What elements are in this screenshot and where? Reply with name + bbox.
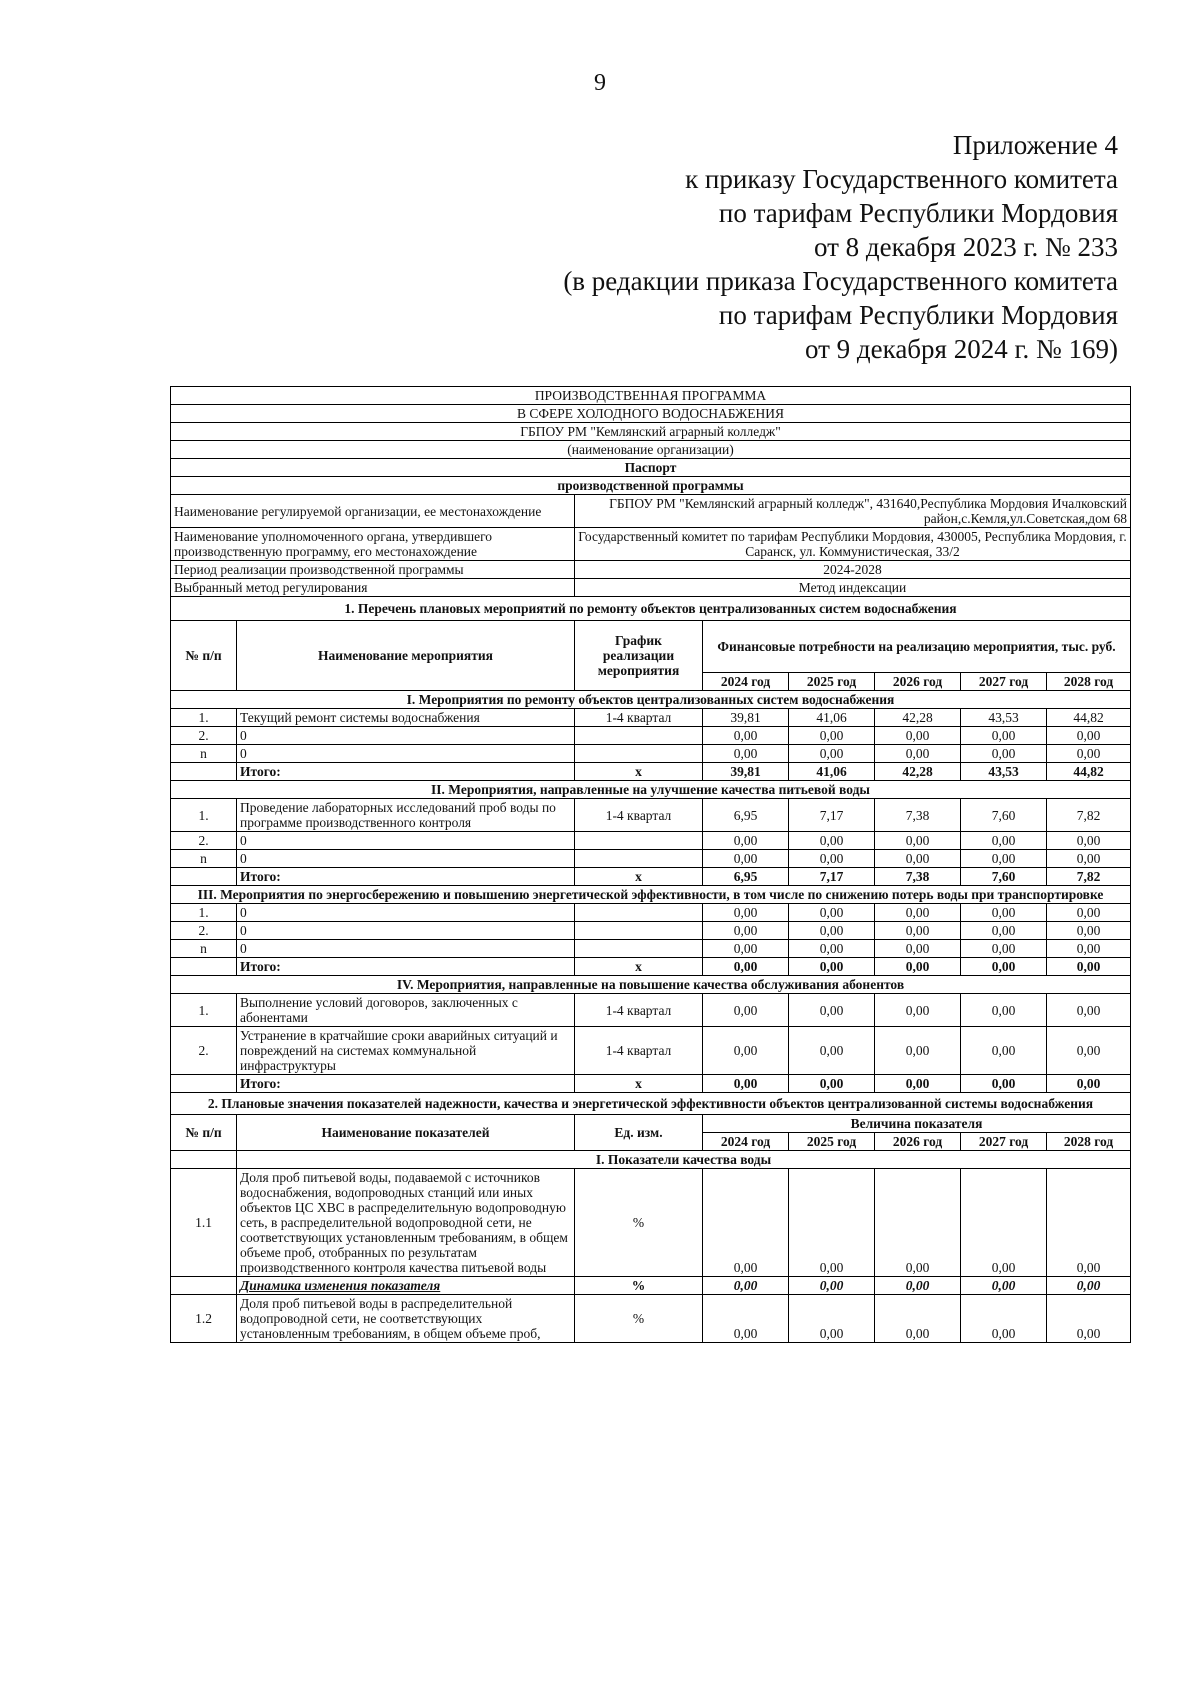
table-row [171,940,1131,958]
program-title: ПРОИЗВОДСТВЕННАЯ ПРОГРАММА [171,387,1131,405]
row-value: 0,00 [961,727,1047,745]
row-value: 0,00 [875,994,961,1027]
total-row [171,868,1131,886]
row-num: 1. [171,799,237,832]
total-schedule: x [575,958,703,976]
total-value: 0,00 [875,1075,961,1093]
row-schedule [575,940,703,958]
group-4-title: IV. Мероприятия, направленные на повышение качества обслуживания абонентов [171,976,1131,994]
row-value: 0,00 [789,940,875,958]
total-value: 0,00 [703,1075,789,1093]
year-header: 2027 год [961,1133,1047,1151]
production-program-table [170,386,1131,1343]
dynamics-row [171,1277,1131,1295]
col-header-value: Величина показателя [703,1115,1131,1133]
total-value: 39,81 [703,763,789,781]
year-header: 2024 год [703,673,789,691]
passport-label: Период реализации производственной программы [171,561,575,579]
row-value: 0,00 [1047,832,1131,850]
indicator-unit: % [575,1169,703,1277]
program-subtitle: В СФЕРЕ ХОЛОДНОГО ВОДОСНАБЖЕНИЯ [171,405,1131,423]
table-row [171,922,1131,940]
page-number: 9 [594,70,606,96]
total-value: 7,82 [1047,868,1131,886]
row-value: 0,00 [961,1027,1047,1075]
indicator-name: Доля проб питьевой воды, подаваемой с источников водоснабжения, водопроводных станций или иных объектов ЦС ХВС в распределительную водопроводную сеть, в распределительной водопроводной сети, не соответствующих установленным требованиям, в общем объеме проб, отобранных по результатам производственного контроля качества питьевой воды [237,1169,575,1277]
row-num: n [171,940,237,958]
row-value: 0,00 [703,1027,789,1075]
row-name: 0 [237,727,575,745]
row-value: 0,00 [875,904,961,922]
row-value: 0,00 [703,832,789,850]
col-header-num: № п/п [171,621,237,691]
row-value: 0,00 [875,940,961,958]
row-value: 7,60 [961,799,1047,832]
total-label: Итого: [237,1075,575,1093]
row-value: 6,95 [703,799,789,832]
row-value: 39,81 [703,709,789,727]
total-value: 0,00 [789,1075,875,1093]
row-schedule [575,832,703,850]
year-header: 2028 год [1047,1133,1131,1151]
row-value: 0,00 [1047,922,1131,940]
group-3-title: III. Мероприятия по энергосбережению и повышению энергетической эффективности, в том числе по снижению потерь воды при транспортировке [171,886,1131,904]
header-line: по тарифам Республики Мордовия [718,300,1118,330]
total-value: 44,82 [1047,763,1131,781]
indicator-name: Доля проб питьевой воды в распределительной водопроводной сети, не соответствующих установленным требованиям, в общем объеме проб, [237,1295,575,1343]
row-num: 1. [171,904,237,922]
row-value: 41,06 [789,709,875,727]
row-name: Текущий ремонт системы водоснабжения [237,709,575,727]
indicator-value: 0,00 [1047,1295,1131,1343]
row-schedule [575,745,703,763]
indicator-unit: % [575,1295,703,1343]
organization-caption: (наименование организации) [171,441,1131,459]
row-name: Выполнение условий договоров, заключенных с абонентами [237,994,575,1027]
row-value: 0,00 [875,850,961,868]
col-header-name: Наименование мероприятия [237,621,575,691]
indicator-num: 1.1 [171,1169,237,1277]
passport-title: Паспорт [171,459,1131,477]
row-num: n [171,850,237,868]
indicator-value: 0,00 [703,1295,789,1343]
row-num: n [171,745,237,763]
row-value: 0,00 [1047,850,1131,868]
total-row [171,1075,1131,1093]
header-line: по тарифам Республики Мордовия [718,198,1118,228]
total-value: 0,00 [961,1075,1047,1093]
total-value: 43,53 [961,763,1047,781]
row-value: 0,00 [1047,745,1131,763]
row-value: 0,00 [703,940,789,958]
indicator-value: 0,00 [961,1295,1047,1343]
header-line: Приложение 4 [952,130,1118,160]
row-value: 44,82 [1047,709,1131,727]
row-schedule: 1-4 квартал [575,994,703,1027]
indicator-value: 0,00 [703,1169,789,1277]
passport-value: 2024-2028 [575,561,1131,579]
row-schedule: 1-4 квартал [575,1027,703,1075]
indicator-row [171,1295,1131,1343]
row-num: 2. [171,832,237,850]
col-header-indicator: Наименование показателей [237,1115,575,1151]
row-name: 0 [237,850,575,868]
row-name: 0 [237,832,575,850]
row-num: 2. [171,727,237,745]
col-header-num: № п/п [171,1115,237,1151]
row-value: 7,38 [875,799,961,832]
dynamics-value: 0,00 [875,1277,961,1295]
row-num: 1. [171,709,237,727]
row-value: 0,00 [703,745,789,763]
dynamics-value: 0,00 [789,1277,875,1295]
row-num: 2. [171,1027,237,1075]
row-value: 0,00 [1047,940,1131,958]
indicator-value: 0,00 [875,1169,961,1277]
row-value: 0,00 [961,904,1047,922]
appendix-header [563,128,1118,366]
row-value: 0,00 [789,745,875,763]
year-header: 2026 год [875,1133,961,1151]
row-value: 0,00 [789,1027,875,1075]
row-value: 0,00 [1047,1027,1131,1075]
col-header-finance: Финансовые потребности на реализацию мероприятия, тыс. руб. [703,621,1131,673]
organization-name: ГБПОУ РМ "Кемлянский аграрный колледж" [171,423,1131,441]
section-2-title: 2. Плановые значения показателей надежности, качества и энергетической эффективности объектов централизованной системы водоснабжения [171,1093,1131,1115]
table-row [171,799,1131,832]
col-header-unit: Ед. изм. [575,1115,703,1151]
total-row [171,763,1131,781]
header-line: от 8 декабря 2023 г. № 233 [813,232,1118,262]
section-1-title: 1. Перечень плановых мероприятий по ремонту объектов централизованных систем водоснабжения [171,597,1131,621]
row-value: 0,00 [703,994,789,1027]
table-row [171,727,1131,745]
row-value: 0,00 [875,922,961,940]
row-value: 0,00 [703,850,789,868]
row-value: 0,00 [875,832,961,850]
passport-label: Наименование регулируемой организации, ее местонахождение [171,495,575,528]
year-header: 2024 год [703,1133,789,1151]
row-value: 0,00 [703,904,789,922]
row-schedule: 1-4 квартал [575,709,703,727]
row-schedule: 1-4 квартал [575,799,703,832]
row-value: 7,17 [789,799,875,832]
row-name: 0 [237,745,575,763]
row-name: Проведение лабораторных исследований проб воды по программе производственного контроля [237,799,575,832]
passport-label: Наименование уполномоченного органа, утвердившего производственную программу, его местонахождение [171,528,575,561]
year-header: 2025 год [789,1133,875,1151]
total-value: 7,60 [961,868,1047,886]
year-header: 2025 год [789,673,875,691]
year-header: 2027 год [961,673,1047,691]
row-schedule [575,727,703,745]
indicator-value: 0,00 [875,1295,961,1343]
table-row [171,745,1131,763]
row-value: 0,00 [1047,727,1131,745]
row-value: 0,00 [875,745,961,763]
indicator-value: 0,00 [961,1169,1047,1277]
total-schedule: x [575,868,703,886]
passport-value: Государственный комитет по тарифам Республики Мордовия, 430005, Республика Мордовия, г. Саранск, ул. Коммунистическая, 33/2 [575,528,1131,561]
indicator-value: 0,00 [1047,1169,1131,1277]
table-row [171,1027,1131,1075]
row-value: 0,00 [789,850,875,868]
passport-value: ГБПОУ РМ "Кемлянский аграрный колледж", 431640,Республика Мордовия Ичалковский район,с.Кемля,ул.Советская,дом 68 [575,495,1131,528]
table-row [171,850,1131,868]
row-schedule [575,904,703,922]
row-num: 2. [171,922,237,940]
row-name: 0 [237,940,575,958]
table-row [171,994,1131,1027]
total-schedule: x [575,1075,703,1093]
total-label: Итого: [237,958,575,976]
row-value: 0,00 [703,727,789,745]
row-value: 0,00 [961,745,1047,763]
row-name: 0 [237,922,575,940]
row-value: 0,00 [789,904,875,922]
total-value: 7,38 [875,868,961,886]
dynamics-value: 0,00 [1047,1277,1131,1295]
row-value: 42,28 [875,709,961,727]
row-name: 0 [237,904,575,922]
row-value: 0,00 [961,940,1047,958]
year-header: 2026 год [875,673,961,691]
total-value: 0,00 [1047,1075,1131,1093]
indicator-num: 1.2 [171,1295,237,1343]
dynamics-value: 0,00 [961,1277,1047,1295]
total-value: 0,00 [875,958,961,976]
table-row [171,904,1131,922]
header-line: от 9 декабря 2024 г. № 169) [804,334,1118,364]
dynamics-unit: % [575,1277,703,1295]
row-name: Устранение в кратчайшие сроки аварийных ситуаций и повреждений на системах коммунальной инфраструктуры [237,1027,575,1075]
total-label: Итого: [237,868,575,886]
total-value: 41,06 [789,763,875,781]
total-value: 6,95 [703,868,789,886]
row-value: 0,00 [1047,904,1131,922]
row-value: 0,00 [789,832,875,850]
row-schedule [575,850,703,868]
total-value: 0,00 [961,958,1047,976]
row-value: 0,00 [1047,994,1131,1027]
total-value: 42,28 [875,763,961,781]
col-header-schedule: График реализации мероприятия [575,621,703,691]
total-schedule: x [575,763,703,781]
table-row [171,709,1131,727]
row-value: 7,82 [1047,799,1131,832]
indicator-value: 0,00 [789,1169,875,1277]
passport-label: Выбранный метод регулирования [171,579,575,597]
row-value: 0,00 [961,994,1047,1027]
total-value: 0,00 [789,958,875,976]
indicator-row [171,1169,1131,1277]
table-row [171,832,1131,850]
total-value: 7,17 [789,868,875,886]
row-value: 43,53 [961,709,1047,727]
row-value: 0,00 [961,850,1047,868]
row-num: 1. [171,994,237,1027]
dynamics-value: 0,00 [703,1277,789,1295]
row-value: 0,00 [789,922,875,940]
row-value: 0,00 [703,922,789,940]
passport-subtitle: производственной программы [171,477,1131,495]
total-label: Итого: [237,763,575,781]
row-value: 0,00 [789,727,875,745]
row-schedule [575,922,703,940]
year-header: 2028 год [1047,673,1131,691]
row-value: 0,00 [961,922,1047,940]
row-value: 0,00 [961,832,1047,850]
total-value: 0,00 [703,958,789,976]
group-2-title: II. Мероприятия, направленные на улучшение качества питьевой воды [171,781,1131,799]
passport-value: Метод индексации [575,579,1131,597]
row-value: 0,00 [875,727,961,745]
indicator-group-title: I. Показатели качества воды [237,1151,1131,1169]
dynamics-label: Динамика изменения показателя [237,1277,575,1295]
header-line: к приказу Государственного комитета [685,164,1118,194]
row-value: 0,00 [875,1027,961,1075]
total-value: 0,00 [1047,958,1131,976]
row-value: 0,00 [789,994,875,1027]
indicator-value: 0,00 [789,1295,875,1343]
total-row [171,958,1131,976]
header-line: (в редакции приказа Государственного комитета [563,266,1118,296]
group-1-title: I. Мероприятия по ремонту объектов централизованных систем водоснабжения [171,691,1131,709]
